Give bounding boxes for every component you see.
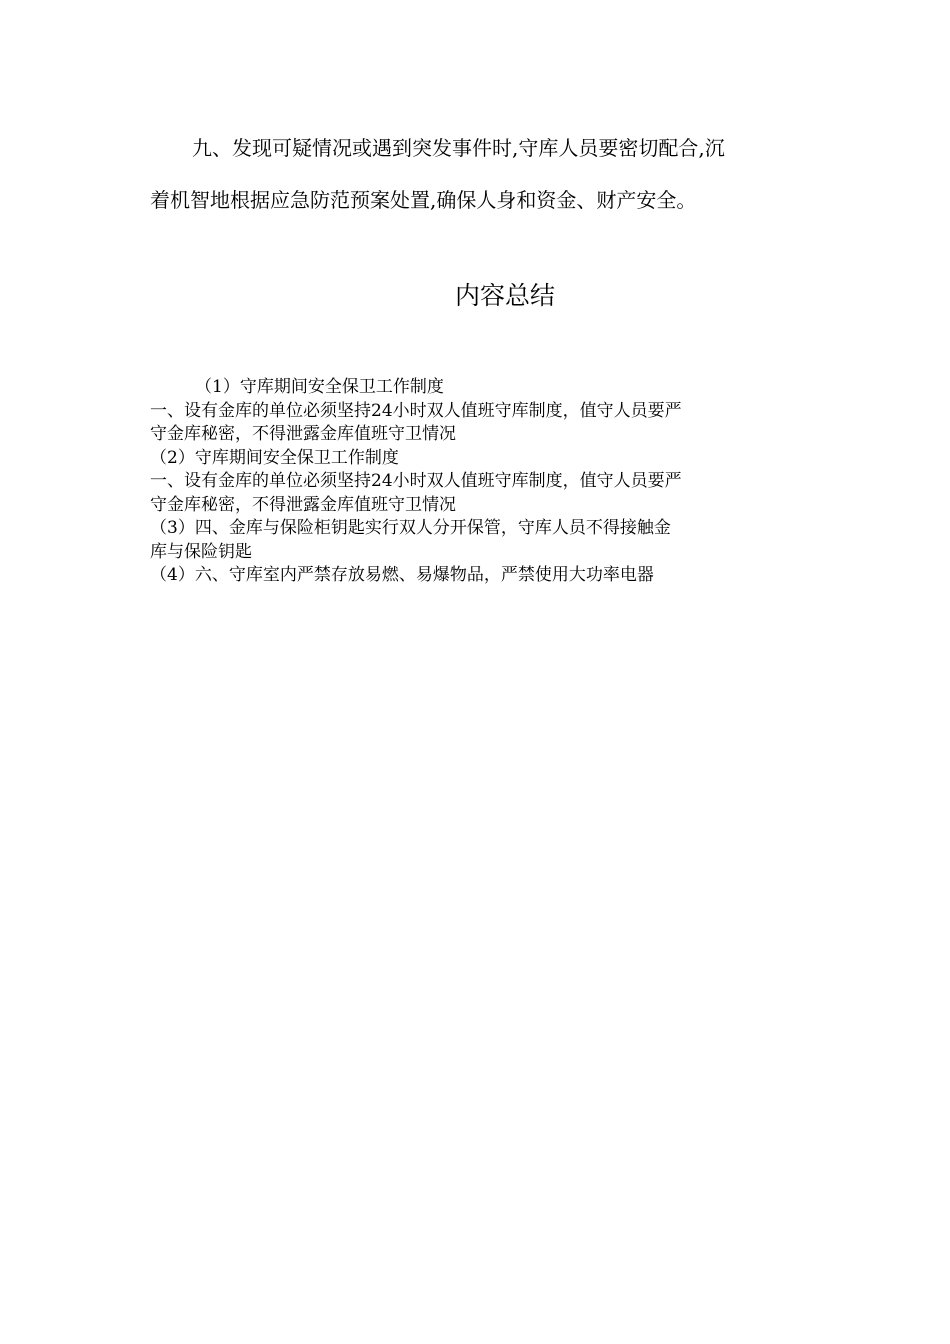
summary-line-3: 守金库秘密，不得泄露金库值班守卫情况: [150, 424, 456, 444]
summary-line-5: 一、设有金库的单位必须坚持24小时双人值班守库制度，值守人员要严: [150, 471, 682, 491]
summary-line-4: （2）守库期间安全保卫工作制度: [150, 447, 399, 468]
paragraph-nine-line-1: 九、发现可疑情况或遇到突发事件时,守库人员要密切配合,沉: [192, 136, 725, 160]
summary-line-2: 一、设有金库的单位必须坚持24小时双人值班守库制度，值守人员要严: [150, 400, 682, 421]
summary-line-6: 守金库秘密，不得泄露金库值班守卫情况: [150, 494, 456, 515]
summary-line-7: （3）四、金库与保险柜钥匙实行双人分开保管，守库人员不得接触金: [150, 518, 671, 538]
summary-line-8: 库与保险钥匙: [150, 541, 252, 562]
paragraph-nine-line-2: 着机智地根据应急防范预案处置,确保人身和资金、财产安全。: [150, 188, 697, 212]
paragraph-nine: [150, 122, 800, 226]
summary-line-1: （1）守库期间安全保卫工作制度: [195, 377, 444, 397]
summary-body: [150, 376, 810, 588]
summary-line-9: （4）六、守库室内严禁存放易燃、易爆物品，严禁使用大功率电器: [150, 565, 654, 585]
summary-title: 内容总结: [454, 281, 555, 310]
